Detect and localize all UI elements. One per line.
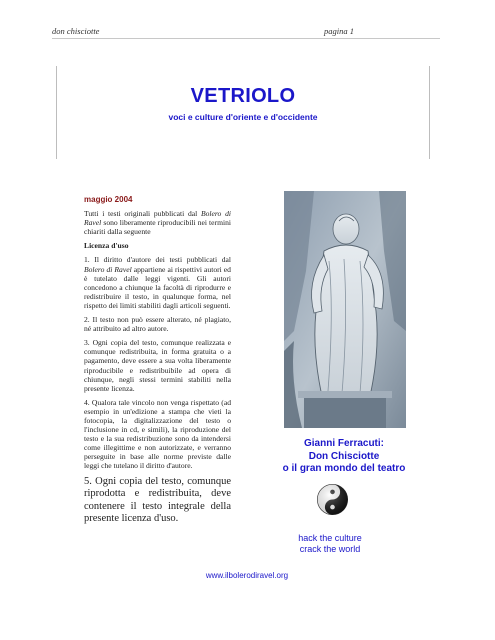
license-article-3: 3. Ogni copia del testo, comunque realizzata e comunque redistribuita, in forma gratuita o a pagamento, deve essere a sua volta liberamente riproducibile e redistribuibile ad opera di chiunque, negli stessi termini stabiliti nella presente licenza. — [84, 338, 231, 393]
book-title-line-1: Don Chisciotte — [308, 450, 380, 462]
book-title-line-2: o il gran mondo del teatro — [282, 463, 406, 474]
license-heading: Licenza d'uso — [84, 241, 129, 251]
running-header-left: don chisciotte — [52, 26, 100, 36]
license-article-1-text-end: appartiene ai rispettivi autori ed è tutelato dalle leggi vigenti. Gli autori concedono a chiunque la facoltà di riprodurre e redistribuire il testo, in qualunque forma, nel rispetto dei limiti stabiliti dagli articoli seguenti. — [84, 264, 231, 310]
license-article-1-text: 1. Il diritto d'autore dei testi pubblicati dal — [84, 255, 231, 265]
license-intro-em: Bolero di Ravel — [84, 209, 231, 228]
yin-yang-icon — [316, 483, 349, 516]
website-url[interactable]: www.ilbolerodiravel.org — [205, 571, 289, 580]
license-article-4: 4. Qualora tale vincolo non venga rispettato (ad esempio in un'edizione a stampa che vieti la fotocopia, la digitalizzazione del testo o l'inclusione in cd, e simili), la riproduzione del testo e la sua redistribuzione sono da intendersi come illegittime e non autorizzate, e verranno perseguite in base alle norme previste dalle leggi che tutelano il diritto d'autore. — [84, 397, 231, 471]
license-column — [84, 195, 231, 531]
license-article-5: 5. Ogni copia del testo, comunque riprodotta e redistribuita, deve contenere il testo integrale della presente licenza d'uso. — [84, 475, 231, 525]
license-article-1-em: Bolero di Ravel — [84, 264, 132, 274]
slogan-line-2: crack the world — [299, 544, 361, 554]
license-article-2: 2. Il testo non può essere alterato, né plagiato, né attribuito ad altro autore. — [84, 315, 231, 334]
license-intro-text: Tutti i testi originali pubblicati dal — [84, 209, 201, 219]
slogan-line-1: hack the culture — [298, 533, 362, 543]
license-intro — [84, 209, 231, 236]
masthead-title: VETRIOLO — [190, 85, 296, 107]
header-rule — [52, 38, 440, 39]
license-date: maggio 2004 — [84, 195, 133, 204]
don-quixote-statue-image — [284, 191, 406, 428]
running-header-page-number: pagina 1 — [324, 26, 354, 36]
license-article-1 — [84, 255, 231, 310]
slogan — [270, 533, 390, 555]
masthead-box — [56, 66, 430, 159]
masthead-subtitle: voci e culture d'oriente e d'occidente — [168, 112, 318, 122]
license-intro-text-end: sono liberamente riproducibili nei termini chiariti dalla seguente — [84, 218, 231, 237]
author-block — [246, 438, 442, 476]
author-name: Gianni Ferracuti: — [303, 438, 384, 449]
